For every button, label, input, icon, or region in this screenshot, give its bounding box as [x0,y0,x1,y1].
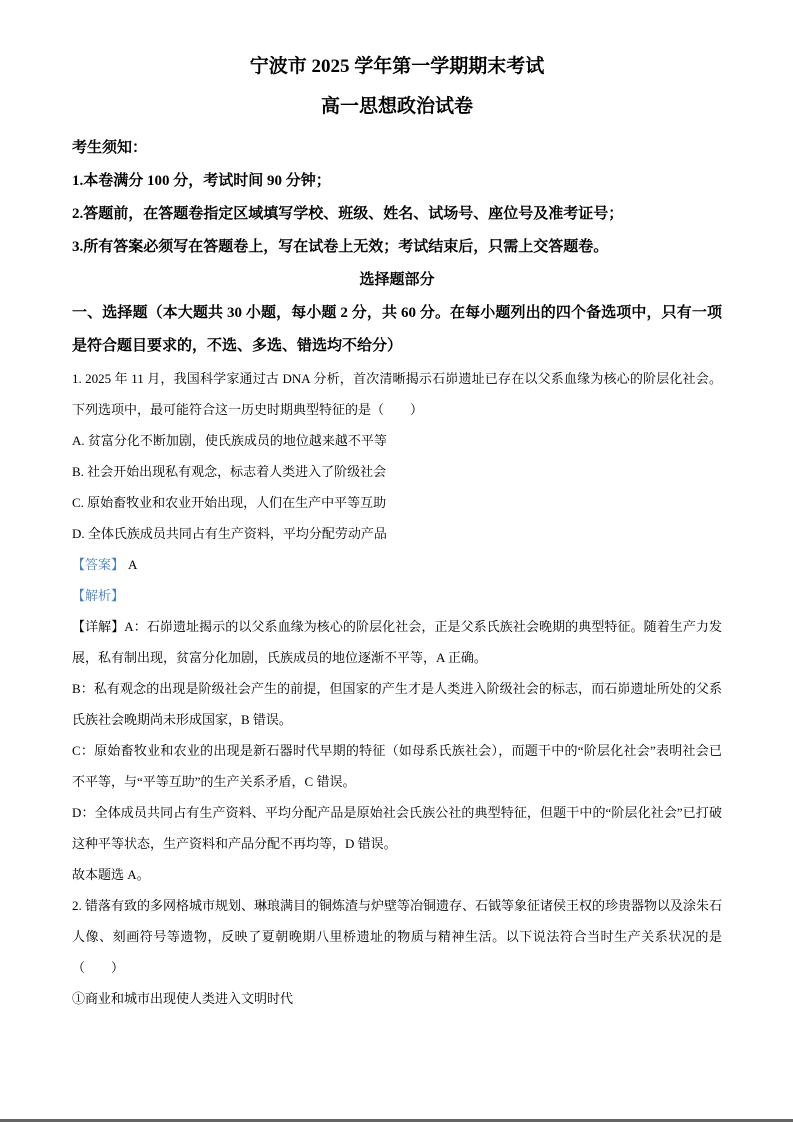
detail-label: 【详解】 [72,619,125,634]
question-1-option-d: D. 全体氏族成员共同占有生产资料，平均分配劳动产品 [72,526,387,541]
notice-block [72,132,722,264]
notice-item-3: 3.所有答案必须写在答题卷上，写在试卷上无效；考试结束后，只需上交答题卷。 [72,239,609,255]
analysis-label: 【解析】 [72,588,125,603]
answer-value: A [128,557,138,572]
notice-item-2: 2.答题前，在答题卷指定区域填写学校、班级、姓名、试场号、座位号及准考证号； [72,206,624,222]
detail-paragraph-c: C：原始畜牧业和农业的出现是新石器时代早期的特征（如母系氏族社会），而题干中的“阶层化社会”表明社会已不平等，与“平等互助”的生产关系矛盾，C 错误。 [72,743,722,789]
detail-paragraph-d: D：全体成员共同占有生产资料、平均分配产品是原始社会氏族公社的典型特征，但题干中的“阶层化社会”已打破这种平等状态，生产资料和产品分配不再均等，D 错误。 [72,805,722,851]
answer-label: 【答案】 [72,557,125,572]
answer-line [72,549,722,580]
detail-paragraph-a: 【详解】A：石峁遗址揭示的以父系血缘为核心的阶层化社会，正是父系氏族社会晚期的典型特征。随着生产力发展，私有制出现，贫富分化加剧，氏族成员的地位逐渐不平等，A 正确。 [72,619,722,665]
question-2-stem: 2. 错落有致的多网格城市规划、琳琅满目的铜炼渣与炉壁等冶铜遗存、石钺等象征诸侯王权的珍贵器物以及涂朱石人像、刻画符号等遗物，反映了夏朝晚期八里桥遗址的物质与精神生活。以下说法符合当时生产关系状况的是（ ） [72,898,723,975]
page-subtitle: 高一思想政治试卷 [320,96,473,117]
analysis-line [72,580,722,611]
section-instructions: 一、选择题（本大题共 30 小题，每小题 2 分，共 60 分。在每小题列出的四个备选项中，只有一项是符合题目要求的，不选、多选、错选均不给分） [72,305,722,354]
notice-item-1: 1.本卷满分 100 分，考试时间 90 分钟； [72,173,331,189]
detail-conclusion: 故本题选 A。 [72,867,150,882]
questions-body [72,363,722,1014]
notice-heading: 考生须知： [72,140,148,156]
question-1-stem: 1. 2025 年 11 月，我国科学家通过古 DNA 分析，首次清晰揭示石峁遗址已存在以父系血缘为核心的阶层化社会。下列选项中，最可能符合这一历史时期典型特征的是（ ） [72,371,722,417]
question-1-option-b: B. 社会开始出现私有观念，标志着人类进入了阶级社会 [72,464,387,479]
page-title: 宁波市 2025 学年第一学期期末考试 [249,56,545,77]
question-1-option-c: C. 原始畜牧业和农业开始出现，人们在生产中平等互助 [72,495,387,510]
detail-paragraph-b: B：私有观念的出现是阶级社会产生的前提，但国家的产生才是人类进入阶级社会的标志，而石峁遗址所处的父系氏族社会晚期尚未形成国家，B 错误。 [72,681,722,727]
section-part-title: 选择题部分 [359,272,435,288]
question-2-item-1: ①商业和城市出现使人类进入文明时代 [72,991,294,1006]
question-1-option-a: A. 贫富分化不断加剧，使氏族成员的地位越来越不平等 [72,433,387,448]
